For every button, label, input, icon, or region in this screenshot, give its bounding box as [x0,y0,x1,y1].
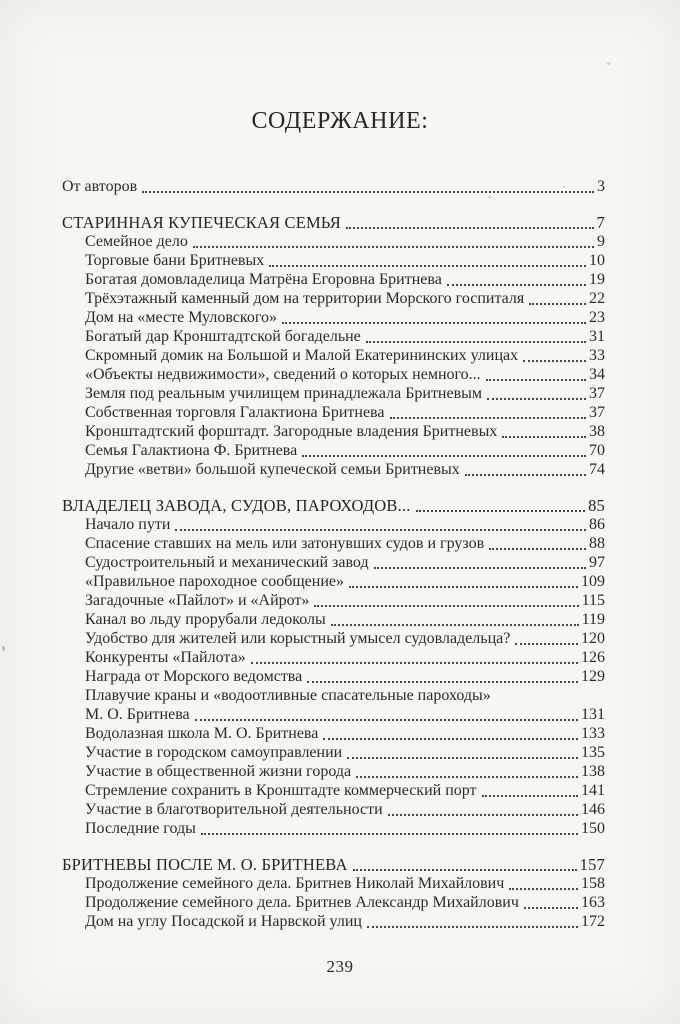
table-of-contents [62,177,605,931]
toc-entry-label: Собственная торговля Галактиона Бритнева [85,404,385,421]
toc-entry [62,800,605,819]
toc-entry [62,819,605,838]
dot-leader [529,303,586,305]
dot-leader [175,529,586,531]
toc-entry-page: 158 [581,875,605,892]
toc-entry-label: Дом на углу Посадской и Нарвской улиц [85,913,362,930]
dot-leader [366,341,586,343]
dot-leader [356,776,578,778]
toc-entry [62,534,605,553]
toc-entry [62,346,605,365]
toc-entry [62,572,605,591]
toc-entry-page: 146 [581,801,605,818]
toc-entry [62,591,605,610]
toc-entry [62,213,605,232]
scan-speck [2,646,5,651]
toc-entry [62,629,605,648]
toc-entry-page: 37 [589,385,605,402]
toc-entry-label: Трёхэтажный каменный дом на территории Морского госпиталя [85,290,525,307]
toc-entry [62,441,605,460]
toc-group [62,496,605,838]
toc-entry-page: 115 [581,592,605,609]
toc-entry-label: Скромный домик на Большой и Малой Екатерининских улицах [85,347,519,364]
toc-entry [62,422,605,441]
dot-leader [353,869,577,871]
toc-entry-page: 172 [581,913,605,930]
toc-entry [62,724,605,743]
toc-group [62,177,605,196]
toc-group [62,213,605,479]
toc-entry-page: 150 [581,820,605,837]
toc-entry-label: Плавучие краны и «водоотливные спасательные пароходы» [85,687,491,704]
folio-page-number: 239 [326,957,354,976]
toc-entry-page: 131 [581,706,605,723]
toc-entry-page: 157 [579,855,605,874]
toc-entry [62,403,605,422]
toc-entry-page: 37 [589,404,605,421]
dot-leader [331,624,579,626]
toc-entry [62,855,605,874]
dot-leader [523,360,586,362]
toc-entry-page: 34 [589,366,605,383]
toc-entry-page: 22 [589,290,605,307]
toc-entry-label: Спасение ставших на мель или затонувших судов и грузов [85,535,485,552]
dot-leader [465,474,586,476]
toc-entry [62,289,605,308]
toc-entry-page: 141 [581,782,605,799]
toc-entry-label: Семья Галактиона Ф. Бритнева [85,442,298,459]
toc-entry-page: 120 [581,630,605,647]
dot-leader [374,567,586,569]
toc-entry-page: 3 [597,178,605,195]
toc-entry-label: Удобство для жителей или корыстный умысел судовладельца? [85,630,511,647]
toc-entry-page: 19 [589,271,605,288]
toc-entry-label: Стремление сохранить в Кронштадте коммерческий порт [85,782,477,799]
toc-entry-label: СТАРИННАЯ КУПЕЧЕСКАЯ СЕМЬЯ [62,213,341,232]
toc-entry [62,912,605,931]
toc-entry-page: 88 [589,535,605,552]
toc-group [62,855,605,931]
toc-entry [62,893,605,912]
toc-entry [62,515,605,534]
toc-entry [62,384,605,403]
dot-leader [302,455,586,457]
toc-entry-label: Продолжение семейного дела. Бритнев Николай Михайлович [85,875,505,892]
toc-entry-page: 38 [589,423,605,440]
dot-leader [489,548,586,550]
toc-entry-page: 31 [589,328,605,345]
toc-entry [62,496,605,515]
toc-entry-page: 163 [581,894,605,911]
dot-leader [416,510,585,512]
toc-entry [62,251,605,270]
toc-entry [62,686,605,705]
toc-entry-label: Водолазная школа М. О. Бритнева [85,725,319,742]
toc-entry [62,743,605,762]
toc-entry-label: Судостроительный и механический завод [85,554,369,571]
toc-entry [62,232,605,251]
dot-leader [314,605,578,607]
dot-leader [515,643,578,645]
dot-leader [282,322,586,324]
toc-entry [62,648,605,667]
toc-entry-label: БРИТНЕВЫ ПОСЛЕ М. О. БРИТНЕВА [62,855,348,874]
dot-leader [307,681,578,683]
dot-leader [388,814,578,816]
dot-leader [367,926,578,928]
toc-entry-label: Участие в благотворительной деятельности [85,801,383,818]
toc-entry [62,308,605,327]
dot-leader [347,757,578,759]
toc-entry [62,365,605,384]
toc-entry-label: Кронштадтский форштадт. Загородные владения Бритневых [85,423,498,440]
page-title: СОДЕРЖАНИЕ: [251,108,429,134]
toc-entry-label: ВЛАДЕЛЕЦ ЗАВОДА, СУДОВ, ПАРОХОДОВ... [62,496,411,515]
dot-leader [346,227,594,229]
dot-leader [193,246,594,248]
toc-entry [62,270,605,289]
toc-entry [62,553,605,572]
toc-entry-label: Продолжение семейного дела. Бритнев Александр Михайлович [85,894,519,911]
toc-entry-label: «Правильное пароходное сообщение» [85,573,344,590]
toc-entry-label: Награда от Морского ведомства [85,668,303,685]
toc-entry-page: 9 [597,233,605,250]
toc-entry-page: 97 [589,554,605,571]
toc-entry-page: 33 [589,347,605,364]
toc-entry-page: 10 [589,252,605,269]
dot-leader [447,284,586,286]
toc-entry-label: «Объекты недвижимости», сведений о которых немного... [85,366,481,383]
toc-entry-page: 138 [581,763,605,780]
toc-entry-label: Земля под реальным училищем принадлежала Бритневым [85,385,483,402]
dot-leader [195,719,578,721]
dot-leader [349,586,578,588]
toc-entry-page: 70 [589,442,605,459]
toc-entry-label: Загадочные «Пайлот» и «Айрот» [85,592,310,609]
dot-leader [390,417,587,419]
toc-entry-label: Последние годы [85,820,196,837]
toc-entry-page: 7 [596,213,605,232]
toc-entry-page: 133 [581,725,605,742]
toc-entry-page: 119 [581,611,605,628]
toc-entry [62,874,605,893]
toc-entry [62,610,605,629]
toc-entry-label: Дом на «месте Муловского» [85,309,278,326]
dot-leader [482,795,578,797]
toc-entry-page: 126 [581,649,605,666]
toc-entry-label: Торговые бани Бритневых [85,252,265,269]
dot-leader [251,662,578,664]
toc-entry-label: Другие «ветви» большой купеческой семьи Бритневых [85,461,460,478]
toc-entry-label: Богатая домовладелица Матрёна Егоровна Бритнева [85,271,442,288]
toc-entry-page: 23 [589,309,605,326]
dot-leader [323,738,578,740]
dot-leader [524,907,578,909]
toc-entry-label: От авторов [62,178,138,195]
dot-leader [509,888,578,890]
toc-entry-label: Богатый дар Кронштадтской богадельне [85,328,361,345]
toc-entry-page: 86 [589,516,605,533]
toc-entry-label: Канал во льду прорубали ледоколы [85,611,326,628]
toc-entry-page: 135 [581,744,605,761]
toc-entry-label: Семейное дело [85,233,188,250]
toc-entry-label: Участие в городском самоуправлении [85,744,343,761]
toc-entry [62,460,605,479]
toc-entry-label: Участие в общественной жизни города [85,763,352,780]
dot-leader [269,265,586,267]
toc-entry-label: Конкуренты «Пайлота» [85,649,246,666]
toc-entry-page: 74 [589,461,605,478]
scan-speck [563,186,565,188]
toc-entry-page: 109 [581,573,605,590]
toc-entry-page: 85 [588,496,605,515]
toc-entry-page: 129 [581,668,605,685]
dot-leader [486,379,586,381]
scan-speck [488,196,491,198]
toc-entry [62,762,605,781]
toc-entry-label: М. О. Бритнева [85,706,190,723]
dot-leader [201,833,578,835]
toc-entry-label: Начало пути [85,516,171,533]
toc-entry [62,667,605,686]
toc-entry [62,327,605,346]
dot-leader [502,436,586,438]
dot-leader [142,191,594,193]
toc-entry [62,177,605,196]
dot-leader [487,398,586,400]
scan-speck [607,62,610,65]
toc-entry [62,781,605,800]
toc-entry [62,705,605,724]
